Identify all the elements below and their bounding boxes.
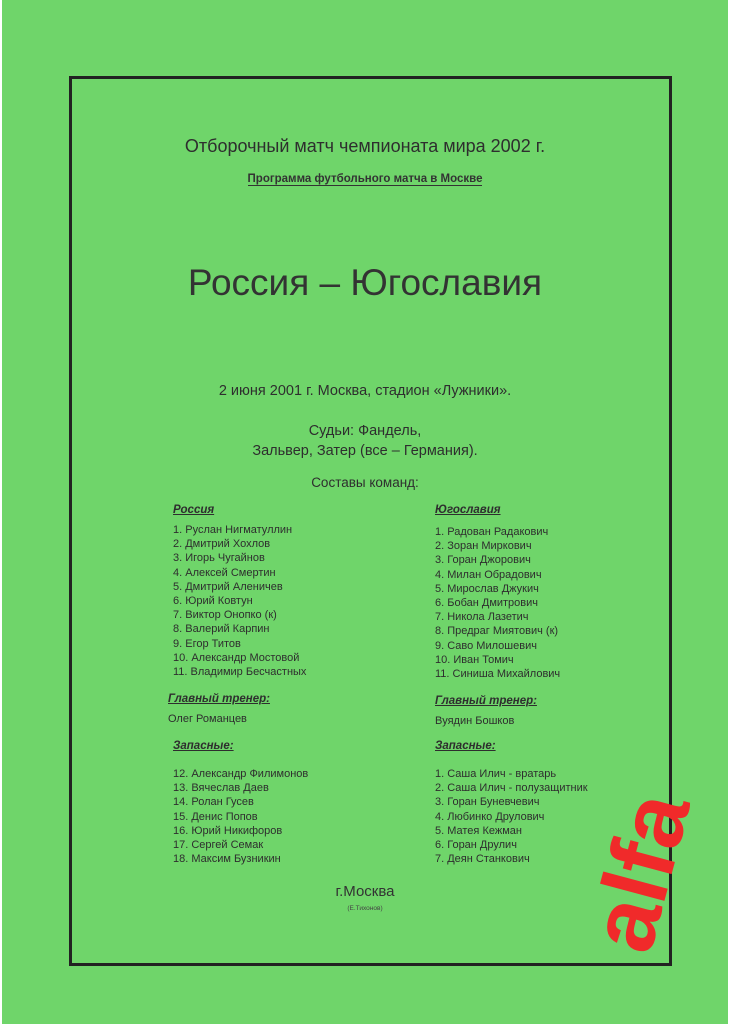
yugoslavia-player: 5. Мирослав Джукич: [435, 582, 539, 595]
russia-player: 1. Руслан Нигматуллин: [173, 524, 293, 536]
russia-player: 10. Александр Мостовой: [173, 651, 300, 664]
city-footer: г.Москва: [335, 883, 395, 900]
yugoslavia-player: 6. Бобан Дмитрович: [435, 597, 539, 610]
yugoslavia-subs-label: Запасные:: [435, 740, 496, 752]
yugoslavia-player: 2. Зоран Миркович: [435, 540, 532, 553]
yugoslavia-lineup: [435, 525, 560, 681]
yugoslavia-player: 4. Милан Обрадович: [435, 568, 542, 581]
russia-sub: 16. Юрий Никифоров: [173, 824, 283, 837]
russia-player: 11. Владимир Бесчастных: [173, 666, 307, 679]
yugoslavia-player: 7. Никола Лазетич: [435, 611, 529, 624]
russia-player: 8. Валерий Карпин: [173, 623, 270, 636]
yugoslavia-coach-label: Главный тренер:: [435, 695, 537, 707]
yugoslavia-subs: [435, 767, 588, 866]
match-title: Россия – Югославия: [187, 262, 543, 303]
russia-lineup: [173, 523, 306, 679]
russia-subs: [173, 767, 308, 866]
russia-sub: 12. Александр Филимонов: [173, 768, 309, 780]
author-credit: (Е.Тихонов): [347, 905, 383, 912]
lineups-heading: Составы команд:: [311, 475, 419, 490]
russia-sub: 18. Максим Бузникин: [173, 853, 281, 866]
yugoslavia-sub: 5. Матея Кежман: [435, 824, 522, 837]
yugoslavia-player: 3. Горан Джорович: [435, 554, 531, 567]
yugoslavia-sub: 1. Саша Илич - вратарь: [435, 768, 557, 780]
yugoslavia-sub: 2. Саша Илич - полузащитник: [435, 782, 588, 795]
russia-coach-label: Главный тренер:: [168, 693, 270, 705]
yugoslavia-player: 8. Предраг Миятович (к): [435, 625, 559, 638]
russia-coach: Олег Романцев: [168, 713, 247, 725]
yugoslavia-player: 10. Иван Томич: [435, 653, 514, 666]
russia-sub: 15. Денис Попов: [173, 810, 258, 823]
russia-subs-label: Запасные:: [173, 740, 234, 752]
russia-sub: 17. Сергей Семак: [173, 839, 264, 852]
yugoslavia-column: [432, 503, 622, 873]
yugoslavia-sub: 6. Горан Друлич: [435, 839, 517, 852]
russia-team-label: Россия: [173, 504, 215, 516]
yugoslavia-player: 9. Саво Милошевич: [435, 639, 537, 652]
yugoslavia-player: 11. Синиша Михайлович: [435, 668, 561, 681]
program-subtitle: Программа футбольного матча в Москве: [247, 173, 483, 185]
yugoslavia-player: 1. Радован Радакович: [435, 526, 549, 538]
russia-player: 4. Алексей Смертин: [173, 566, 276, 579]
russia-player: 5. Дмитрий Аленичев: [173, 580, 283, 593]
date-venue: 2 июня 2001 г. Москва, стадион «Лужники».: [218, 383, 512, 399]
russia-sub: 13. Вячеслав Даев: [173, 782, 269, 795]
yugoslavia-team-label: Югославия: [435, 504, 501, 516]
competition-title: Отборочный матч чемпионата мира 2002 г.: [184, 136, 546, 156]
watermark-text: alfa: [570, 782, 710, 962]
yugoslavia-sub: 7. Деян Станкович: [435, 853, 530, 866]
yugoslavia-sub: 4. Любинко Друлович: [435, 810, 545, 823]
program-page: [2, 0, 728, 1024]
yugoslavia-sub: 3. Горан Буневчевич: [435, 796, 540, 809]
russia-player: 6. Юрий Ковтун: [173, 595, 253, 608]
referees-line-2: Зальвер, Затер (все – Германия).: [252, 443, 478, 459]
russia-player: 3. Игорь Чугайнов: [173, 552, 265, 565]
russia-player: 2. Дмитрий Хохлов: [173, 538, 271, 551]
russia-column: [168, 503, 408, 873]
yugoslavia-coach: Вуядин Бошков: [435, 715, 515, 727]
russia-sub: 14. Ролан Гусев: [173, 796, 254, 809]
referees-line-1: Судьи: Фандель,: [308, 423, 422, 439]
russia-player: 9. Егор Титов: [173, 637, 241, 650]
russia-player: 7. Виктор Онопко (к): [173, 609, 277, 622]
